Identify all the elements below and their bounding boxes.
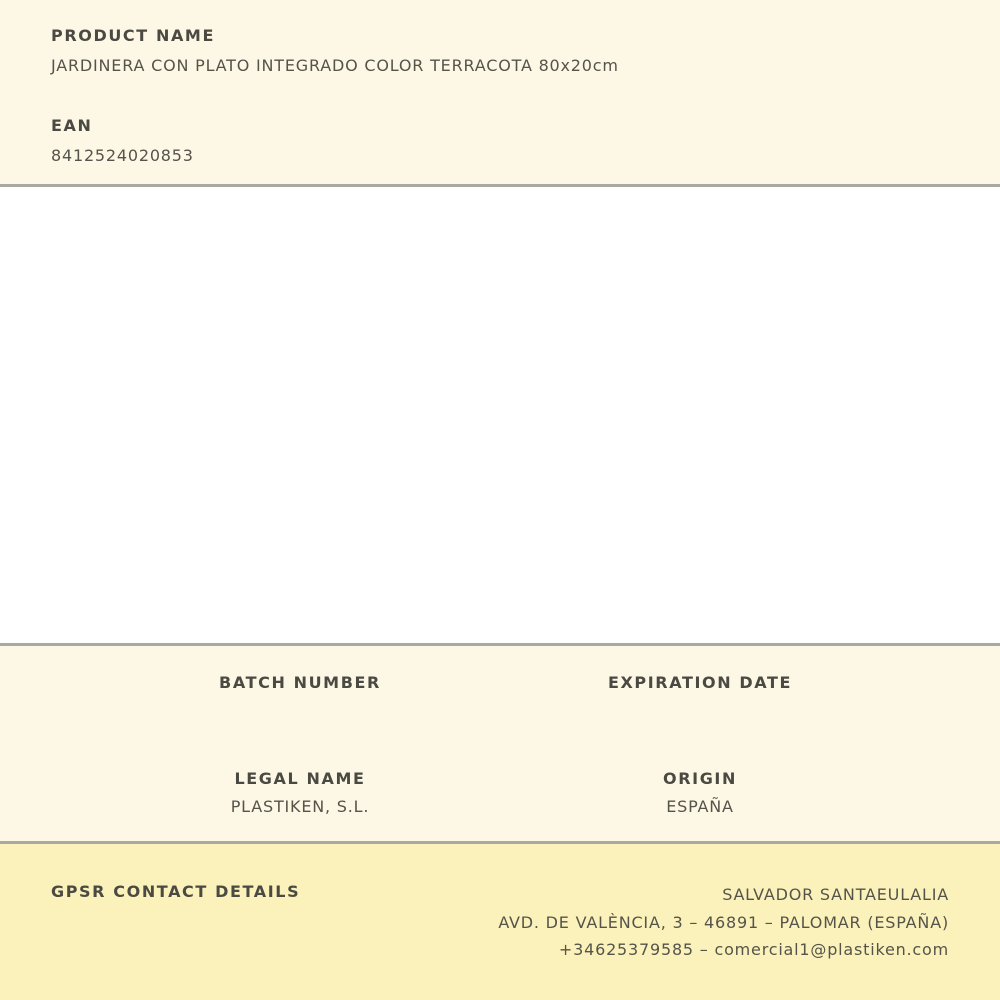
spacer (51, 76, 949, 116)
origin-field (500, 768, 900, 818)
ean-value: 8412524020853 (51, 146, 194, 165)
origin-value: ESPAÑA (666, 797, 734, 816)
product-name-label: PRODUCT NAME (51, 26, 215, 45)
product-name-value: JARDINERA CON PLATO INTEGRADO COLOR TERRACOTA 80x20cm (51, 56, 619, 75)
legal-name-value: PLASTIKEN, S.L. (230, 797, 370, 816)
legal-origin-row (100, 768, 900, 818)
batch-legal-section (0, 646, 1000, 841)
legal-name-label: LEGAL NAME (234, 769, 366, 788)
legal-name-field (100, 768, 500, 818)
origin-label: ORIGIN (663, 769, 737, 788)
gpsr-contact-name: SALVADOR SANTAEULALIA (722, 885, 949, 904)
expiration-date-field (500, 672, 900, 700)
gpsr-label-container (51, 881, 300, 1000)
gpsr-contact-label: GPSR CONTACT DETAILS (51, 882, 301, 901)
gpsr-contact-phone-email: +34625379585 – comercial1@plastiken.com (558, 940, 949, 959)
blank-area (0, 187, 1000, 643)
product-info-section (0, 0, 1000, 184)
gpsr-contact-section (0, 844, 1000, 1000)
batch-expiration-row (100, 672, 900, 700)
expiration-date-label: EXPIRATION DATE (607, 673, 793, 692)
gpsr-contact-address: AVD. DE VALÈNCIA, 3 – 46891 – PALOMAR (ESPAÑA) (498, 912, 949, 932)
batch-number-field (100, 672, 500, 700)
batch-number-label: BATCH NUMBER (219, 673, 381, 692)
ean-label: EAN (51, 116, 93, 135)
gpsr-contact-lines (498, 881, 949, 1000)
